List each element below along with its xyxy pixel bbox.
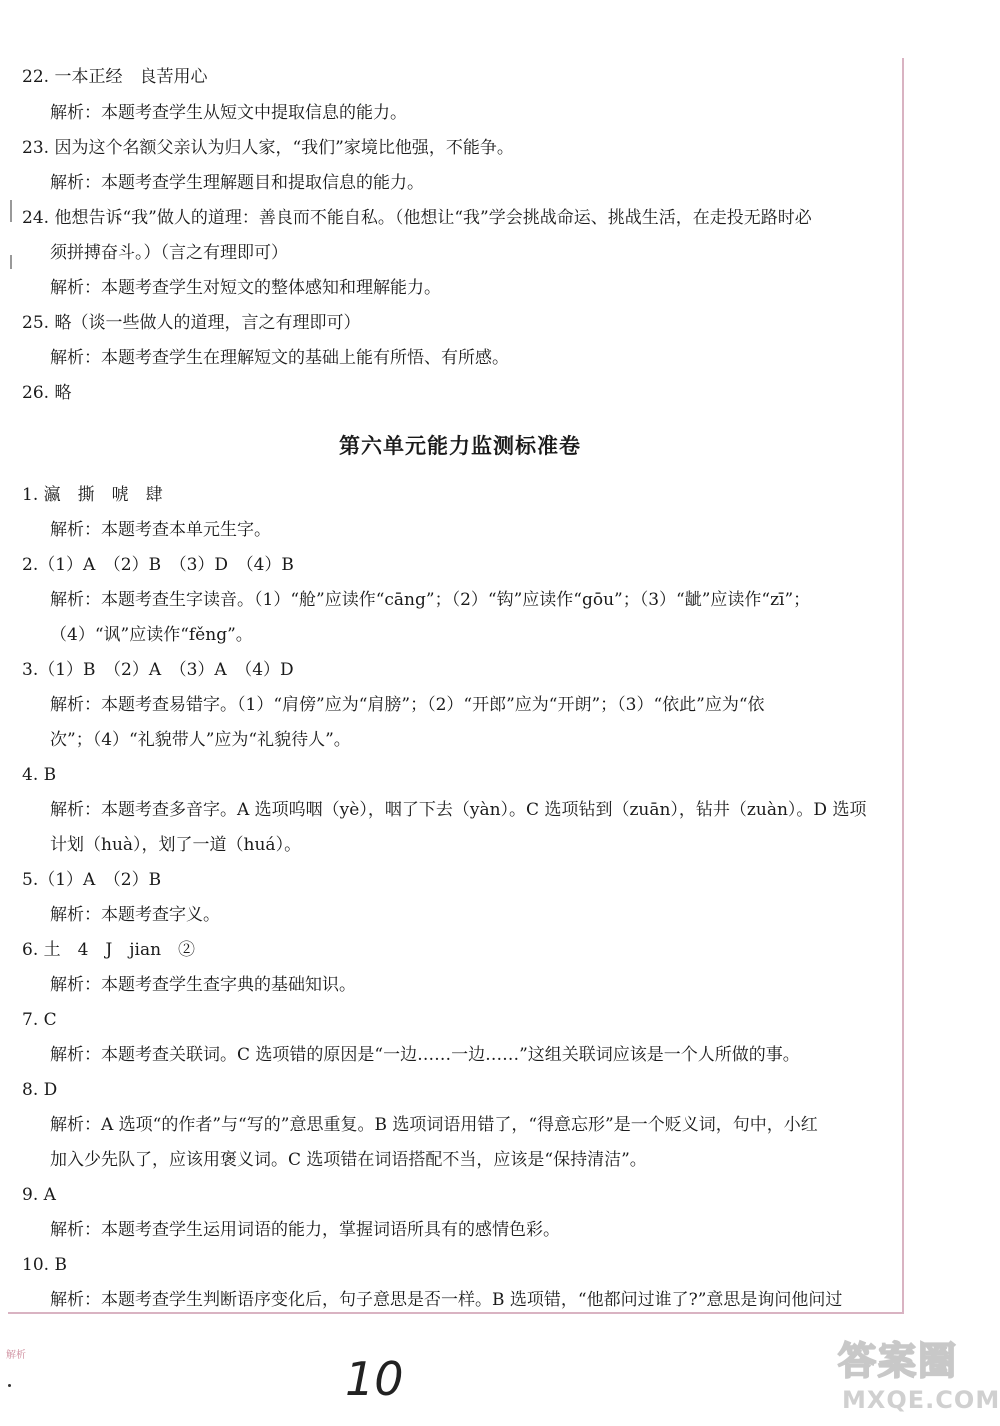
text-line: 解析：本题考查生字读音。（1）“舱”应读作“cāng”；（2）“钩”应读作“gōu”；（3）“龇”应读作“zī”； bbox=[50, 590, 811, 610]
text-line: 2.（1）A （2）B （3）D （4）B bbox=[22, 555, 294, 575]
watermark-title: 答案圈 bbox=[838, 1339, 959, 1383]
text-line: 解析：本题考查学生判断语序变化后，句子意思是否一样。B 选项错，“他都问过谁了?”意思是询问他问过 bbox=[50, 1290, 843, 1310]
text-line: 8. D bbox=[22, 1080, 58, 1100]
text-line: 解析：本题考查学生理解题目和提取信息的能力。 bbox=[50, 173, 424, 193]
corner-label: 解析 bbox=[6, 1350, 26, 1361]
text-line: 解析：本题考查学生对短文的整体感知和理解能力。 bbox=[50, 278, 441, 298]
text-line: 23. 因为这个名额父亲认为归人家，“我们”家境比他强，不能争。 bbox=[22, 138, 514, 158]
text-line: 解析：本题考查关联词。C 选项错的原因是“一边……一边……”这组关联词应该是一个人所做的事。 bbox=[50, 1045, 800, 1065]
text-line: 须拼搏奋斗。）（言之有理即可） bbox=[50, 243, 288, 263]
text-line: 解析：本题考查学生查字典的基础知识。 bbox=[50, 975, 356, 995]
text-line: 22. 一本正经 良苦用心 bbox=[22, 67, 208, 87]
text-line: 加入少先队了，应该用褒义词。C 选项错在词语搭配不当，应该是“保持清洁”。 bbox=[50, 1150, 647, 1170]
text-line: 3.（1）B （2）A （3）A （4）D bbox=[22, 660, 294, 680]
text-line: 解析：本题考查本单元生字。 bbox=[50, 520, 271, 540]
corner-dot bbox=[8, 1384, 11, 1387]
text-line: 解析：本题考查学生在理解短文的基础上能有所悟、有所感。 bbox=[50, 348, 509, 368]
text-line: 9. A bbox=[22, 1185, 56, 1205]
text-line: 7. C bbox=[22, 1010, 57, 1030]
text-line: 解析：本题考查字义。 bbox=[50, 905, 220, 925]
watermark-logo bbox=[828, 1330, 1000, 1422]
margin-mark bbox=[10, 200, 12, 222]
text-line: 25. 略（谈一些做人的道理，言之有理即可） bbox=[22, 313, 361, 333]
text-line: 26. 略 bbox=[22, 383, 72, 403]
text-line: 解析：本题考查学生从短文中提取信息的能力。 bbox=[50, 103, 407, 123]
text-line: 解析：本题考查易错字。（1）“肩傍”应为“肩膀”；（2）“开郎”应为“开朗”；（3）“依此”应为“依 bbox=[50, 695, 765, 715]
text-line: （4）“讽”应读作“fěng”。 bbox=[50, 625, 253, 645]
text-line: 10. B bbox=[22, 1255, 67, 1275]
section-title: 第六单元能力监测标准卷 bbox=[339, 434, 581, 458]
text-line: 4. B bbox=[22, 765, 57, 785]
text-line: 解析：本题考查多音字。A 选项呜咽（yè），咽了下去（yàn）。C 选项钻到（zuān），钻井（zuàn）。D 选项 bbox=[50, 800, 867, 820]
text-line: 解析：A 选项“的作者”与“写的”意思重复。B 选项词语用错了，“得意忘形”是一个贬义词，句中，小红 bbox=[50, 1115, 818, 1135]
handwritten-page-number: 10 bbox=[345, 1352, 404, 1406]
text-line: 次”；（4）“礼貌带人”应为“礼貌待人”。 bbox=[50, 730, 351, 750]
text-line: 计划（huà），划了一道（huá）。 bbox=[50, 835, 302, 855]
text-line: 6. 土 4 J jian ② bbox=[22, 940, 196, 960]
text-line: 24. 他想告诉“我”做人的道理：善良而不能自私。（他想让“我”学会挑战命运、挑战生活，在走投无路时必 bbox=[22, 208, 812, 228]
text-line: 解析：本题考查学生运用词语的能力，掌握词语所具有的感情色彩。 bbox=[50, 1220, 560, 1240]
watermark-url: MXQE.COM bbox=[842, 1386, 1000, 1414]
text-line: 1. 瀛 撕 唬 肆 bbox=[22, 485, 163, 505]
text-line: 5.（1）A （2）B bbox=[22, 870, 162, 890]
margin-mark bbox=[10, 255, 12, 269]
